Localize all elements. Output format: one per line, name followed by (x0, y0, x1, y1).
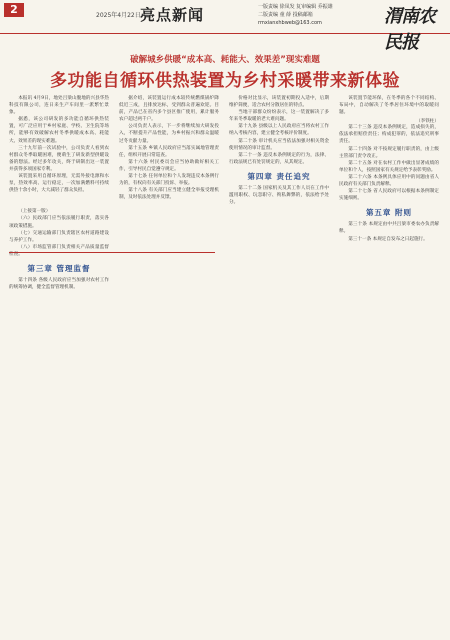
paragraph: （六）民政部门应当依法履行职责，落实各项政策措施。 (9, 216, 109, 229)
editor-line-2: 二版责编 童 薛 投稿邮箱 rmxianxhbweb@163.com (258, 12, 322, 26)
paragraph: 价格对比显示，该装置初期投入适中，后期维护简便，适合农村分散居住的特点。 (229, 96, 329, 109)
article-headline: 多功能自循环供热装置为乡村采暖带来新体验 (50, 71, 400, 91)
paragraph: 第十四条 各级人民政府应当加强对农村工作的统筹协调，健全监督管理机制。 (9, 277, 109, 291)
paragraph: 第十六条 村民委员会应当协助做好相关工作，引导村民自觉遵守规定。 (119, 159, 219, 172)
editor-line-1: 一版责编 徐凤发 复审编辑 乔振雄 (258, 4, 333, 10)
paragraph: 第三十条 本规定由中共吕梁市委农办负责解释。 (339, 222, 439, 235)
paragraph: 据悉，该公司研发的多功能自循环供热装置，可广泛应用于乡村家庭、学校、卫生院等场所，能够有效破解农村冬季供暖成本高、耗能大、效果差的现实难题。 (9, 117, 109, 144)
chapter-heading: 第四章 责任追究 (247, 171, 311, 181)
column-2 (119, 95, 219, 635)
paragraph: 据介绍，该装置运行成本较传统燃煤锅炉降低近三成，且排放达标，受到群众普遍欢迎。目前，产品已在省内多个县区推广使用，累计服务农户超过两千户。 (119, 96, 219, 123)
paragraph: 第二十二条 国家机关及其工作人员在工作中滥用职权、玩忽职守、徇私舞弊的，依法给予处分。 (229, 185, 329, 206)
paragraph: 该装置采用自循环原理，无需外接电源和水泵，热效率高、运行稳定，一次加满燃料可持续供热十余小时，大大减轻了群众负担。 (9, 174, 109, 194)
paragraph: 第三十一条 本规定自发布之日起施行。 (348, 236, 428, 242)
paragraph: 第二十条 审计机关应当依法加强对相关资金使用情况的审计监督。 (229, 138, 329, 151)
paragraph: 第二十四条 对不按规定履行职责的，由上级主管部门责令改正。 (339, 146, 439, 159)
newspaper-logo: 渭南农民报 (384, 6, 435, 53)
column-4 (339, 95, 439, 635)
paragraph: 当地干部群众纷纷表示，这一装置解决了多年来冬季取暖的老大难问题。 (229, 110, 329, 123)
paragraph: 第二十三条 违反本条例规定，造成损失的，依法承担赔偿责任；构成犯罪的，依法追究刑事责任。 (339, 125, 439, 145)
chapter-heading: 第五章 附则 (365, 208, 413, 218)
page-number: 2 (4, 3, 24, 17)
section-divider (9, 252, 215, 253)
paragraph: 本报讯 4月9日，地处吕梁山腹地的兴县华热科技有限公司，连日来生产车间里一派繁忙景象。 (9, 96, 109, 116)
column-3 (229, 95, 329, 635)
editor-credits (258, 3, 378, 27)
paragraph: （上接第一版） (18, 209, 51, 215)
paragraph: 第二十五条 对在农村工作中做出显著成绩的单位和个人，按照国家有关规定给予表彰奖励。 (339, 160, 439, 173)
chapter-heading: 第三章 管理监督 (27, 263, 91, 273)
paragraph: 第十九条 县级以上人民政府应当将农村工作纳入考核内容，建立健全考核评价制度。 (229, 124, 329, 137)
article-subtitle: 破解城乡供暖“成本高、耗能大、效果差”现实难题 (130, 55, 320, 65)
paragraph: （八）市场监管部门负责相关产品质量监督检查。 (9, 244, 109, 257)
column-1 (9, 95, 109, 635)
paragraph: 第二十七条 省人民政府可以根据本条例制定实施细则。 (339, 189, 439, 202)
masthead (0, 0, 450, 53)
paragraph: 第十七条 任何单位和个人发现违反本条例行为的，有权向有关部门投诉、举报。 (119, 174, 219, 187)
paragraph: 公司负责人表示，下一步将继续加大研发投入，不断提升产品性能，为乡村振兴和群众温暖过冬贡献力量。 (119, 124, 219, 144)
paragraph: 第十八条 有关部门应当建立健全举报受理机制，及时依法处理并反馈。 (119, 188, 219, 201)
paragraph: 第二十一条 违反本条例规定的行为，法律、行政法规已有处罚规定的，从其规定。 (229, 152, 329, 165)
section-title: 亮点新闻 (140, 6, 205, 24)
paragraph: （七）交通运输部门负责辖区农村道路建设与养护工作。 (9, 230, 109, 243)
paragraph: 第二十六条 本条例具体应用中的问题由省人民政府有关部门负责解释。 (339, 174, 439, 188)
paragraph: 三十九年前一次试验中，公司负责人看到农村群众冬季取暖困难，便萌生了研发新型供暖设备的想法。经过多年攻关，终于研制出这一装置并获得多项国家专利。 (9, 145, 109, 172)
paragraph: 该装置节能环保，在冬季的各个不同结构、布局中，自动解决了冬季居住环境中的取暖问题。 (339, 96, 439, 116)
paragraph: 第十五条 乡镇人民政府应当落实属地管理责任，组织开展日常巡查。 (119, 145, 219, 158)
article-body (9, 95, 445, 635)
issue-date: 2025年4月22日 (96, 12, 141, 19)
editor-note: （李铁柱） (416, 119, 439, 125)
